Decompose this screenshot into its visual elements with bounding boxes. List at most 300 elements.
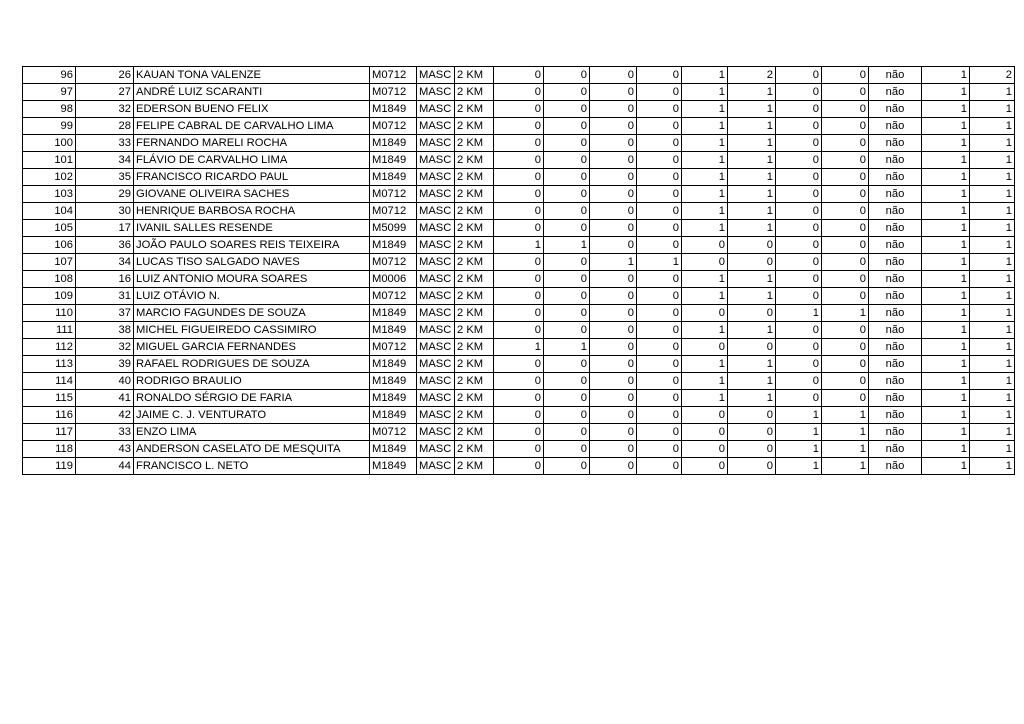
value-cell-3: 0	[590, 186, 637, 203]
value-cell-3: 0	[590, 373, 637, 390]
value-cell-7: 0	[776, 356, 822, 373]
value-cell-3: 0	[590, 356, 637, 373]
value-cell-8: 0	[822, 84, 869, 101]
table-row	[23, 67, 1015, 84]
value-cell-8: 1	[822, 305, 869, 322]
value-cell-4: 0	[637, 373, 682, 390]
value-cell-2: 0	[544, 288, 590, 305]
position-cell: 96	[23, 67, 76, 84]
bib-number-cell: 38	[76, 322, 134, 339]
value-cell-4: 0	[637, 288, 682, 305]
position-cell: 103	[23, 186, 76, 203]
value-cell-1: 0	[494, 288, 544, 305]
value-cell-8: 1	[822, 441, 869, 458]
value-cell-8: 0	[822, 135, 869, 152]
value-cell-6: 1	[728, 390, 776, 407]
value-cell-1: 0	[494, 305, 544, 322]
value-cell-4: 0	[637, 118, 682, 135]
value-cell-8: 0	[822, 373, 869, 390]
value-cell-5: 1	[682, 186, 728, 203]
bib-number-cell: 36	[76, 237, 134, 254]
value-cell-7: 1	[776, 305, 822, 322]
value-cell-4: 0	[637, 356, 682, 373]
sex-cell: MASC	[417, 254, 455, 271]
status-cell: não	[869, 203, 922, 220]
athlete-name-cell: MIGUEL GARCIA FERNANDES	[134, 339, 370, 356]
value-cell-4: 0	[637, 237, 682, 254]
value-cell-7: 1	[776, 458, 822, 475]
count-cell-a: 1	[922, 322, 970, 339]
bib-number-cell: 33	[76, 424, 134, 441]
position-cell: 116	[23, 407, 76, 424]
distance-cell: 2 KM	[455, 356, 494, 373]
value-cell-1: 0	[494, 101, 544, 118]
value-cell-4: 0	[637, 152, 682, 169]
count-cell-a: 1	[922, 186, 970, 203]
status-cell: não	[869, 407, 922, 424]
value-cell-6: 0	[728, 237, 776, 254]
count-cell-a: 1	[922, 135, 970, 152]
value-cell-7: 0	[776, 339, 822, 356]
distance-cell: 2 KM	[455, 339, 494, 356]
value-cell-5: 1	[682, 373, 728, 390]
sex-cell: MASC	[417, 67, 455, 84]
athlete-name-cell: LUIZ ANTONIO MOURA SOARES	[134, 271, 370, 288]
bib-number-cell: 27	[76, 84, 134, 101]
position-cell: 111	[23, 322, 76, 339]
count-cell-b: 1	[970, 458, 1015, 475]
table-row	[23, 135, 1015, 152]
value-cell-6: 1	[728, 322, 776, 339]
status-cell: não	[869, 186, 922, 203]
athlete-name-cell: LUCAS TISO SALGADO NAVES	[134, 254, 370, 271]
value-cell-1: 0	[494, 254, 544, 271]
table-row	[23, 458, 1015, 475]
value-cell-3: 0	[590, 441, 637, 458]
value-cell-2: 0	[544, 84, 590, 101]
count-cell-a: 1	[922, 288, 970, 305]
value-cell-2: 0	[544, 441, 590, 458]
value-cell-6: 1	[728, 169, 776, 186]
bib-number-cell: 33	[76, 135, 134, 152]
athlete-name-cell: KAUAN TONA VALENZE	[134, 67, 370, 84]
value-cell-1: 1	[494, 339, 544, 356]
value-cell-5: 0	[682, 458, 728, 475]
value-cell-5: 1	[682, 67, 728, 84]
count-cell-b: 1	[970, 169, 1015, 186]
category-cell: M0712	[370, 254, 417, 271]
value-cell-6: 1	[728, 186, 776, 203]
count-cell-a: 1	[922, 220, 970, 237]
count-cell-b: 1	[970, 441, 1015, 458]
value-cell-5: 0	[682, 441, 728, 458]
bib-number-cell: 39	[76, 356, 134, 373]
athlete-name-cell: FLÁVIO DE CARVALHO LIMA	[134, 152, 370, 169]
value-cell-5: 0	[682, 407, 728, 424]
value-cell-5: 0	[682, 237, 728, 254]
value-cell-4: 0	[637, 322, 682, 339]
count-cell-b: 1	[970, 322, 1015, 339]
distance-cell: 2 KM	[455, 254, 494, 271]
distance-cell: 2 KM	[455, 118, 494, 135]
value-cell-3: 0	[590, 322, 637, 339]
category-cell: M0712	[370, 424, 417, 441]
value-cell-1: 0	[494, 373, 544, 390]
count-cell-b: 1	[970, 390, 1015, 407]
status-cell: não	[869, 135, 922, 152]
value-cell-4: 0	[637, 339, 682, 356]
category-cell: M0712	[370, 186, 417, 203]
value-cell-6: 1	[728, 118, 776, 135]
position-cell: 117	[23, 424, 76, 441]
bib-number-cell: 26	[76, 67, 134, 84]
value-cell-1: 0	[494, 135, 544, 152]
category-cell: M1849	[370, 390, 417, 407]
value-cell-7: 0	[776, 390, 822, 407]
category-cell: M1849	[370, 458, 417, 475]
value-cell-2: 0	[544, 390, 590, 407]
count-cell-b: 1	[970, 203, 1015, 220]
value-cell-8: 0	[822, 271, 869, 288]
distance-cell: 2 KM	[455, 305, 494, 322]
category-cell: M0712	[370, 339, 417, 356]
table-row	[23, 84, 1015, 101]
value-cell-8: 1	[822, 407, 869, 424]
athlete-name-cell: ANDERSON CASELATO DE MESQUITA	[134, 441, 370, 458]
value-cell-3: 0	[590, 84, 637, 101]
value-cell-4: 0	[637, 458, 682, 475]
distance-cell: 2 KM	[455, 407, 494, 424]
sex-cell: MASC	[417, 135, 455, 152]
count-cell-a: 1	[922, 271, 970, 288]
value-cell-8: 1	[822, 424, 869, 441]
distance-cell: 2 KM	[455, 424, 494, 441]
table-row	[23, 220, 1015, 237]
table-row	[23, 424, 1015, 441]
count-cell-a: 1	[922, 67, 970, 84]
category-cell: M0712	[370, 67, 417, 84]
athlete-name-cell: MARCIO FAGUNDES DE SOUZA	[134, 305, 370, 322]
value-cell-2: 0	[544, 373, 590, 390]
value-cell-6: 1	[728, 101, 776, 118]
table-row	[23, 203, 1015, 220]
position-cell: 110	[23, 305, 76, 322]
value-cell-5: 1	[682, 271, 728, 288]
count-cell-a: 1	[922, 254, 970, 271]
value-cell-2: 0	[544, 186, 590, 203]
value-cell-6: 1	[728, 288, 776, 305]
value-cell-8: 1	[822, 458, 869, 475]
table-row	[23, 169, 1015, 186]
table-row	[23, 390, 1015, 407]
value-cell-3: 0	[590, 67, 637, 84]
count-cell-a: 1	[922, 356, 970, 373]
value-cell-4: 0	[637, 305, 682, 322]
athlete-name-cell: FELIPE CABRAL DE CARVALHO LIMA	[134, 118, 370, 135]
sex-cell: MASC	[417, 441, 455, 458]
value-cell-3: 0	[590, 271, 637, 288]
distance-cell: 2 KM	[455, 441, 494, 458]
status-cell: não	[869, 288, 922, 305]
value-cell-6: 1	[728, 203, 776, 220]
value-cell-2: 0	[544, 203, 590, 220]
value-cell-1: 0	[494, 390, 544, 407]
distance-cell: 2 KM	[455, 169, 494, 186]
value-cell-8: 0	[822, 220, 869, 237]
position-cell: 97	[23, 84, 76, 101]
value-cell-4: 0	[637, 101, 682, 118]
category-cell: M1849	[370, 441, 417, 458]
value-cell-3: 1	[590, 254, 637, 271]
distance-cell: 2 KM	[455, 186, 494, 203]
sex-cell: MASC	[417, 271, 455, 288]
position-cell: 98	[23, 101, 76, 118]
value-cell-7: 0	[776, 135, 822, 152]
value-cell-5: 0	[682, 424, 728, 441]
position-cell: 107	[23, 254, 76, 271]
count-cell-b: 1	[970, 118, 1015, 135]
value-cell-8: 0	[822, 288, 869, 305]
value-cell-1: 0	[494, 271, 544, 288]
value-cell-2: 0	[544, 118, 590, 135]
position-cell: 114	[23, 373, 76, 390]
value-cell-4: 0	[637, 271, 682, 288]
distance-cell: 2 KM	[455, 322, 494, 339]
sex-cell: MASC	[417, 220, 455, 237]
position-cell: 106	[23, 237, 76, 254]
table-row	[23, 118, 1015, 135]
table-row	[23, 373, 1015, 390]
value-cell-4: 0	[637, 390, 682, 407]
value-cell-2: 0	[544, 305, 590, 322]
sex-cell: MASC	[417, 186, 455, 203]
count-cell-b: 1	[970, 135, 1015, 152]
count-cell-a: 1	[922, 101, 970, 118]
value-cell-8: 0	[822, 101, 869, 118]
value-cell-5: 1	[682, 322, 728, 339]
athlete-name-cell: GIOVANE OLIVEIRA SACHES	[134, 186, 370, 203]
value-cell-2: 1	[544, 339, 590, 356]
value-cell-7: 0	[776, 220, 822, 237]
value-cell-8: 0	[822, 67, 869, 84]
status-cell: não	[869, 441, 922, 458]
athlete-name-cell: ANDRÉ LUIZ SCARANTI	[134, 84, 370, 101]
sex-cell: MASC	[417, 169, 455, 186]
value-cell-5: 1	[682, 101, 728, 118]
sex-cell: MASC	[417, 84, 455, 101]
value-cell-5: 1	[682, 135, 728, 152]
value-cell-3: 0	[590, 339, 637, 356]
value-cell-2: 0	[544, 152, 590, 169]
value-cell-5: 1	[682, 169, 728, 186]
sex-cell: MASC	[417, 458, 455, 475]
count-cell-b: 1	[970, 305, 1015, 322]
value-cell-6: 1	[728, 152, 776, 169]
athlete-name-cell: FERNANDO MARELI ROCHA	[134, 135, 370, 152]
category-cell: M1849	[370, 152, 417, 169]
bib-number-cell: 44	[76, 458, 134, 475]
athlete-name-cell: HENRIQUE BARBOSA ROCHA	[134, 203, 370, 220]
count-cell-b: 1	[970, 271, 1015, 288]
sex-cell: MASC	[417, 356, 455, 373]
category-cell: M0712	[370, 203, 417, 220]
status-cell: não	[869, 356, 922, 373]
value-cell-3: 0	[590, 169, 637, 186]
value-cell-8: 0	[822, 118, 869, 135]
athlete-name-cell: FRANCISCO RICARDO PAUL	[134, 169, 370, 186]
status-cell: não	[869, 322, 922, 339]
value-cell-7: 0	[776, 67, 822, 84]
count-cell-a: 1	[922, 441, 970, 458]
value-cell-2: 0	[544, 424, 590, 441]
value-cell-3: 0	[590, 407, 637, 424]
position-cell: 99	[23, 118, 76, 135]
category-cell: M1849	[370, 373, 417, 390]
distance-cell: 2 KM	[455, 152, 494, 169]
distance-cell: 2 KM	[455, 101, 494, 118]
category-cell: M5099	[370, 220, 417, 237]
value-cell-3: 0	[590, 288, 637, 305]
count-cell-b: 1	[970, 356, 1015, 373]
value-cell-4: 0	[637, 220, 682, 237]
category-cell: M0712	[370, 84, 417, 101]
status-cell: não	[869, 152, 922, 169]
status-cell: não	[869, 390, 922, 407]
bib-number-cell: 41	[76, 390, 134, 407]
value-cell-4: 0	[637, 84, 682, 101]
category-cell: M1849	[370, 407, 417, 424]
position-cell: 113	[23, 356, 76, 373]
value-cell-7: 1	[776, 407, 822, 424]
category-cell: M1849	[370, 101, 417, 118]
count-cell-a: 1	[922, 237, 970, 254]
count-cell-a: 1	[922, 390, 970, 407]
distance-cell: 2 KM	[455, 135, 494, 152]
position-cell: 115	[23, 390, 76, 407]
status-cell: não	[869, 118, 922, 135]
distance-cell: 2 KM	[455, 458, 494, 475]
value-cell-6: 0	[728, 424, 776, 441]
bib-number-cell: 43	[76, 441, 134, 458]
value-cell-6: 1	[728, 84, 776, 101]
status-cell: não	[869, 169, 922, 186]
sex-cell: MASC	[417, 339, 455, 356]
count-cell-b: 1	[970, 424, 1015, 441]
position-cell: 112	[23, 339, 76, 356]
table-row	[23, 101, 1015, 118]
value-cell-6: 2	[728, 67, 776, 84]
value-cell-3: 0	[590, 203, 637, 220]
distance-cell: 2 KM	[455, 84, 494, 101]
sex-cell: MASC	[417, 407, 455, 424]
value-cell-7: 0	[776, 186, 822, 203]
value-cell-4: 0	[637, 424, 682, 441]
value-cell-1: 0	[494, 169, 544, 186]
table-row	[23, 407, 1015, 424]
sex-cell: MASC	[417, 305, 455, 322]
value-cell-6: 0	[728, 458, 776, 475]
value-cell-1: 0	[494, 356, 544, 373]
category-cell: M1849	[370, 356, 417, 373]
category-cell: M0712	[370, 288, 417, 305]
status-cell: não	[869, 305, 922, 322]
athlete-name-cell: JOÃO PAULO SOARES REIS TEIXEIRA	[134, 237, 370, 254]
status-cell: não	[869, 339, 922, 356]
value-cell-3: 0	[590, 390, 637, 407]
sex-cell: MASC	[417, 424, 455, 441]
value-cell-1: 0	[494, 118, 544, 135]
value-cell-1: 0	[494, 84, 544, 101]
value-cell-4: 1	[637, 254, 682, 271]
distance-cell: 2 KM	[455, 203, 494, 220]
value-cell-5: 1	[682, 220, 728, 237]
distance-cell: 2 KM	[455, 288, 494, 305]
value-cell-5: 1	[682, 118, 728, 135]
count-cell-b: 1	[970, 220, 1015, 237]
results-table	[22, 66, 1015, 475]
value-cell-4: 0	[637, 203, 682, 220]
position-cell: 108	[23, 271, 76, 288]
value-cell-1: 0	[494, 441, 544, 458]
value-cell-5: 1	[682, 356, 728, 373]
value-cell-2: 0	[544, 407, 590, 424]
count-cell-a: 1	[922, 407, 970, 424]
status-cell: não	[869, 458, 922, 475]
status-cell: não	[869, 373, 922, 390]
count-cell-b: 1	[970, 186, 1015, 203]
category-cell: M1849	[370, 135, 417, 152]
value-cell-6: 0	[728, 339, 776, 356]
value-cell-7: 0	[776, 271, 822, 288]
value-cell-2: 0	[544, 135, 590, 152]
position-cell: 109	[23, 288, 76, 305]
value-cell-3: 0	[590, 424, 637, 441]
athlete-name-cell: IVANIL SALLES RESENDE	[134, 220, 370, 237]
athlete-name-cell: RODRIGO BRAULIO	[134, 373, 370, 390]
value-cell-2: 0	[544, 169, 590, 186]
bib-number-cell: 35	[76, 169, 134, 186]
count-cell-b: 1	[970, 84, 1015, 101]
sex-cell: MASC	[417, 288, 455, 305]
value-cell-7: 0	[776, 118, 822, 135]
value-cell-7: 0	[776, 373, 822, 390]
distance-cell: 2 KM	[455, 220, 494, 237]
status-cell: não	[869, 237, 922, 254]
value-cell-3: 0	[590, 118, 637, 135]
count-cell-b: 1	[970, 339, 1015, 356]
sex-cell: MASC	[417, 322, 455, 339]
value-cell-1: 0	[494, 407, 544, 424]
athlete-name-cell: ENZO LIMA	[134, 424, 370, 441]
value-cell-7: 0	[776, 254, 822, 271]
bib-number-cell: 32	[76, 101, 134, 118]
value-cell-4: 0	[637, 67, 682, 84]
results-sheet	[22, 66, 1015, 475]
table-row	[23, 322, 1015, 339]
position-cell: 105	[23, 220, 76, 237]
position-cell: 119	[23, 458, 76, 475]
status-cell: não	[869, 220, 922, 237]
count-cell-a: 1	[922, 424, 970, 441]
category-cell: M1849	[370, 322, 417, 339]
category-cell: M1849	[370, 237, 417, 254]
distance-cell: 2 KM	[455, 390, 494, 407]
value-cell-8: 0	[822, 254, 869, 271]
value-cell-8: 0	[822, 152, 869, 169]
value-cell-5: 0	[682, 339, 728, 356]
category-cell: M1849	[370, 169, 417, 186]
table-row	[23, 339, 1015, 356]
